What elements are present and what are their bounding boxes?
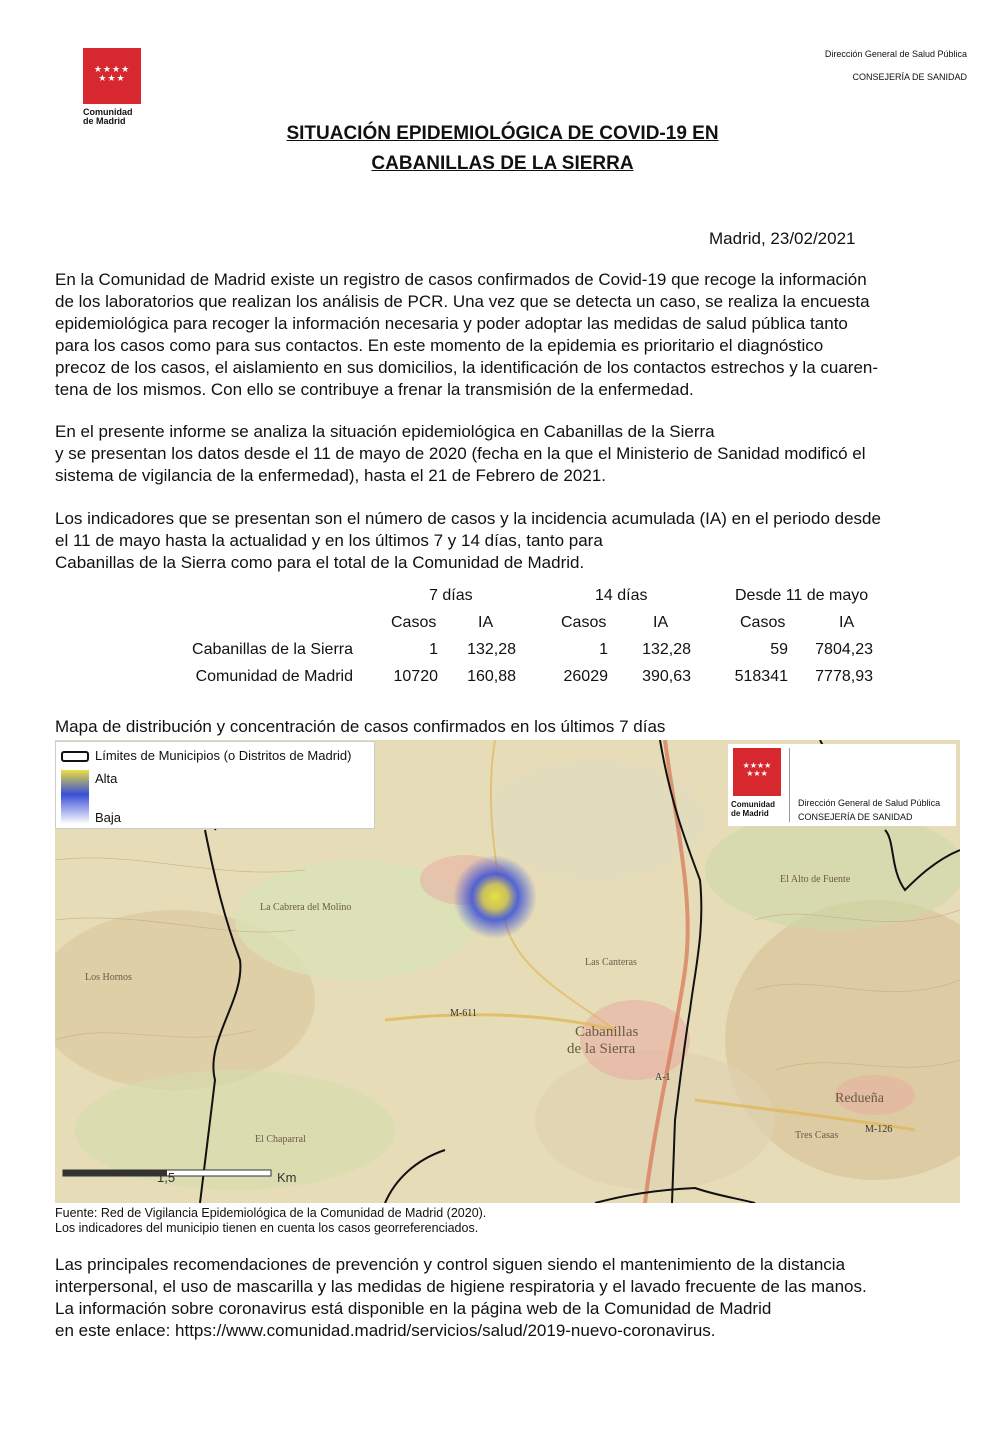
- cell: 7778,93: [815, 668, 873, 685]
- title-line2: CABANILLAS DE LA SIERRA: [371, 153, 634, 174]
- p3-line: Los indicadores que se presentan son el número de casos y la incidencia acumulada (IA) en el periodo desde: [55, 509, 881, 528]
- p2-line: sistema de vigilancia de la enfermedad), hasta el 21 de Febrero de 2021.: [55, 466, 606, 485]
- scale-unit: Km: [277, 1170, 297, 1185]
- p3-line: Cabanillas de la Sierra como para el total de la Comunidad de Madrid.: [55, 553, 585, 572]
- subheader-ia: IA: [839, 614, 855, 631]
- subheader-ia: IA: [653, 614, 669, 631]
- scale-value: 1,5: [157, 1170, 176, 1185]
- row-name: Comunidad de Madrid: [195, 668, 353, 685]
- footer-link-line[interactable]: en este enlace: https://www.comunidad.madrid/servicios/salud/2019-nuevo-coronavirus.: [55, 1321, 716, 1340]
- place-label: A-1: [655, 1072, 671, 1083]
- map-source: [55, 1206, 486, 1236]
- map-logo-text-line2: de Madrid: [731, 809, 769, 818]
- logo-text-line1: Comunidad: [83, 107, 133, 117]
- p2-line: y se presentan los datos desde el 11 de mayo de 2020 (fecha en la que el Ministerio de Sanidad modificó el: [55, 444, 866, 463]
- period-header-7: 7 días: [429, 587, 473, 604]
- place-label: La Cabrera del Molino: [260, 902, 352, 913]
- p1-line: En la Comunidad de Madrid existe un registro de casos confirmados de Covid-19 que recoge la información: [55, 270, 867, 289]
- report-date: Madrid, 23/02/2021: [709, 229, 856, 248]
- indicators-paragraph: [55, 508, 975, 574]
- place-label: Cabanillas: [575, 1024, 639, 1040]
- footer-line: Las principales recomendaciones de prevención y control siguen siendo el mantenimiento de la distancia: [55, 1255, 846, 1274]
- cell: 1: [429, 641, 438, 658]
- p1-line: epidemiológica para recoger la información necesaria y poder adoptar las medidas de salud pública tanto: [55, 314, 848, 333]
- legend-boundaries: Límites de Municipios (o Distritos de Madrid): [95, 748, 352, 763]
- map-logo-divider: [789, 748, 790, 822]
- place-label: M-611: [450, 1008, 477, 1019]
- map-logo-text-line1: Comunidad: [731, 800, 775, 809]
- comunidad-madrid-logo: [83, 48, 141, 104]
- place-label: Las Canteras: [585, 957, 637, 968]
- p3-line: el 11 de mayo hasta la actualidad y en los últimos 7 y 14 días, tanto para: [55, 531, 603, 550]
- p1-line: precoz de los casos, el aislamiento en sus domicilios, la identificación de los contactos estrechos y la cuaren-: [55, 358, 879, 377]
- map-caption: Mapa de distribución y concentración de casos confirmados en los últimos 7 días: [55, 717, 666, 736]
- cell: 390,63: [642, 668, 691, 685]
- place-label: M-126: [865, 1124, 893, 1135]
- place-label: Tres Casas: [795, 1130, 839, 1141]
- p1-line: de los laboratorios que realizan los análisis de PCR. Una vez que se detecta un caso, se realiza la encuesta: [55, 292, 870, 311]
- cell: 59: [770, 641, 788, 658]
- map-logo-text: [731, 800, 775, 818]
- boundary-legend-icon: [61, 751, 89, 762]
- subheader-casos: Casos: [740, 614, 786, 631]
- legend-high: Alta: [95, 771, 118, 786]
- intro-paragraph: [55, 269, 975, 401]
- map-logo-icon: ★★★★ ★★★: [733, 748, 781, 796]
- place-label: Los Hornos: [85, 972, 132, 983]
- scope-paragraph: [55, 421, 975, 487]
- map-legend: [55, 741, 375, 829]
- map-logo-ministry: CONSEJERÍA DE SANIDAD: [798, 812, 913, 822]
- source-line1: Fuente: Red de Vigilancia Epidemiológica de la Comunidad de Madrid (2020).: [55, 1206, 487, 1220]
- place-label: Redueña: [835, 1091, 884, 1106]
- title-line1: SITUACIÓN EPIDEMIOLÓGICA DE COVID-19 EN: [286, 123, 719, 144]
- source-line2: Los indicadores del municipio tienen en cuenta los casos georreferenciados.: [55, 1221, 479, 1235]
- cell: 132,28: [642, 641, 691, 658]
- footer-line: interpersonal, el uso de mascarilla y las medidas de higiene respiratoria y el lavado frecuente de las manos.: [55, 1277, 867, 1296]
- subheader-ia: IA: [478, 614, 494, 631]
- legend-low: Baja: [95, 810, 122, 825]
- period-header-14: 14 días: [595, 587, 648, 604]
- period-header-since: Desde 11 de mayo: [735, 587, 869, 604]
- cell: 1: [599, 641, 608, 658]
- p1-line: para los casos como para sus contactos. En este momento de la epidemia es prioritario el diagnóstico: [55, 336, 824, 355]
- density-gradient-icon: [61, 770, 89, 824]
- place-label: El Alto de Fuente: [780, 874, 851, 885]
- subheader-casos: Casos: [561, 614, 607, 631]
- cell: 160,88: [467, 668, 516, 685]
- logo-text-line2: de Madrid: [83, 116, 126, 126]
- cell: 7804,23: [815, 641, 873, 658]
- page-title: [0, 116, 1005, 179]
- p1-line: tena de los mismos. Con ello se contribuye a frenar la transmisión de la enfermedad.: [55, 380, 694, 399]
- cell: 518341: [734, 668, 788, 685]
- logo-stars-icon: ★★★★ ★★★: [93, 64, 131, 83]
- place-label: El Chaparral: [255, 1134, 306, 1145]
- p2-line: En el presente informe se analiza la situación epidemiológica en Cabanillas de la Sierra: [55, 422, 715, 441]
- map-logo-dept: Dirección General de Salud Pública: [798, 798, 941, 808]
- cell: 26029: [563, 668, 608, 685]
- recommendations-paragraph: [55, 1254, 975, 1342]
- footer-line: La información sobre coronavirus está disponible en la página web de la Comunidad de Madrid: [55, 1299, 772, 1318]
- subheader-casos: Casos: [391, 614, 437, 631]
- map-logo-block: [728, 744, 956, 826]
- place-label: de la Sierra: [567, 1041, 636, 1057]
- dept-name: Dirección General de Salud Pública: [824, 49, 967, 59]
- cell: 132,28: [467, 641, 516, 658]
- dept-ministry: CONSEJERÍA DE SANIDAD: [852, 72, 967, 82]
- row-name: Cabanillas de la Sierra: [192, 641, 353, 658]
- case-hotspot: [453, 855, 537, 939]
- cell: 10720: [393, 668, 438, 685]
